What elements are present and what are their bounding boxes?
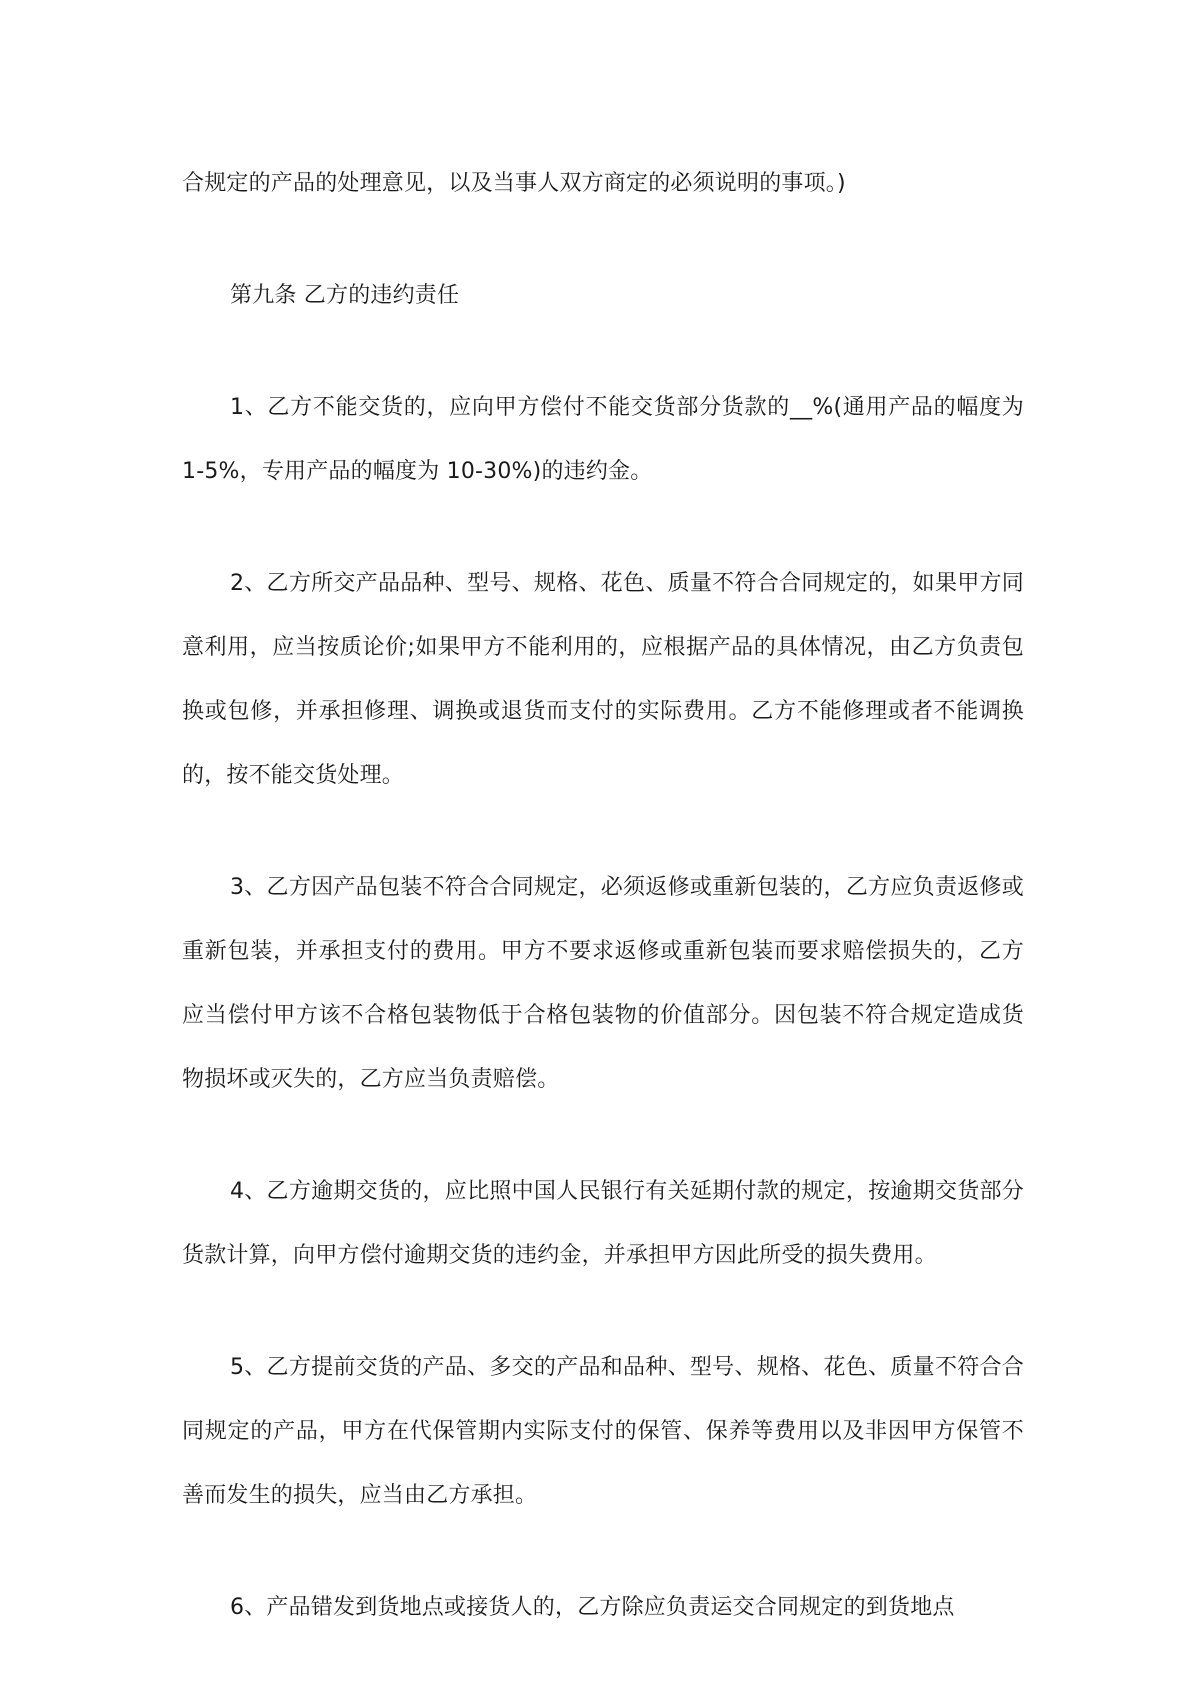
clause-2: 2、乙方所交产品品种、型号、规格、花色、质量不符合合同规定的，如果甲方同意利用，应当按质论价;如果甲方不能利用的，应根据产品的具体情况，由乙方负责包换或包修，并承担修理、调换或退货而支付的实际费用。乙方不能修理或者不能调换的，按不能交货处理。 — [182, 571, 1024, 788]
paragraph-gap — [182, 328, 1024, 376]
paragraph-continuation: 合规定的产品的处理意见，以及当事人双方商定的必须说明的事项。) — [182, 171, 846, 196]
clause-6: 6、产品错发到货地点或接货人的，乙方除应负责运交合同规定的到货地点 — [230, 1595, 955, 1620]
section-heading: 第九条 乙方的违约责任 — [230, 283, 460, 308]
clause-5: 5、乙方提前交货的产品、多交的产品和品种、型号、规格、花色、质量不符合合同规定的产品，甲方在代保管期内实际支付的保管、保养等费用以及非因甲方保管不善而发生的损失，应当由乙方承担。 — [182, 1355, 1024, 1508]
clause-1: 1、乙方不能交货的，应向甲方偿付不能交货部分货款的__%(通用产品的幅度为 1-5%，专用产品的幅度为 10-30%)的违约金。 — [182, 395, 1024, 484]
paragraph-gap — [182, 216, 1024, 264]
clause-4: 4、乙方逾期交货的，应比照中国人民银行有关延期付款的规定，按逾期交货部分货款计算，向甲方偿付逾期交货的违约金，并承担甲方因此所受的损失费用。 — [182, 1179, 1024, 1268]
clause-3: 3、乙方因产品包装不符合合同规定，必须返修或重新包装的，乙方应负责返修或重新包装，并承担支付的费用。甲方不要求返修或重新包装而要求赔偿损失的，乙方应当偿付甲方该不合格包装物低于合格包装物的价值部分。因包装不符合规定造成货物损坏或灭失的，乙方应当负责赔偿。 — [182, 875, 1024, 1092]
paragraph-gap — [182, 1288, 1024, 1336]
paragraph-gap — [182, 1112, 1024, 1160]
paragraph-gap — [182, 1528, 1024, 1576]
paragraph-gap — [182, 504, 1024, 552]
document-body — [182, 152, 1024, 1640]
paragraph-gap — [182, 808, 1024, 856]
